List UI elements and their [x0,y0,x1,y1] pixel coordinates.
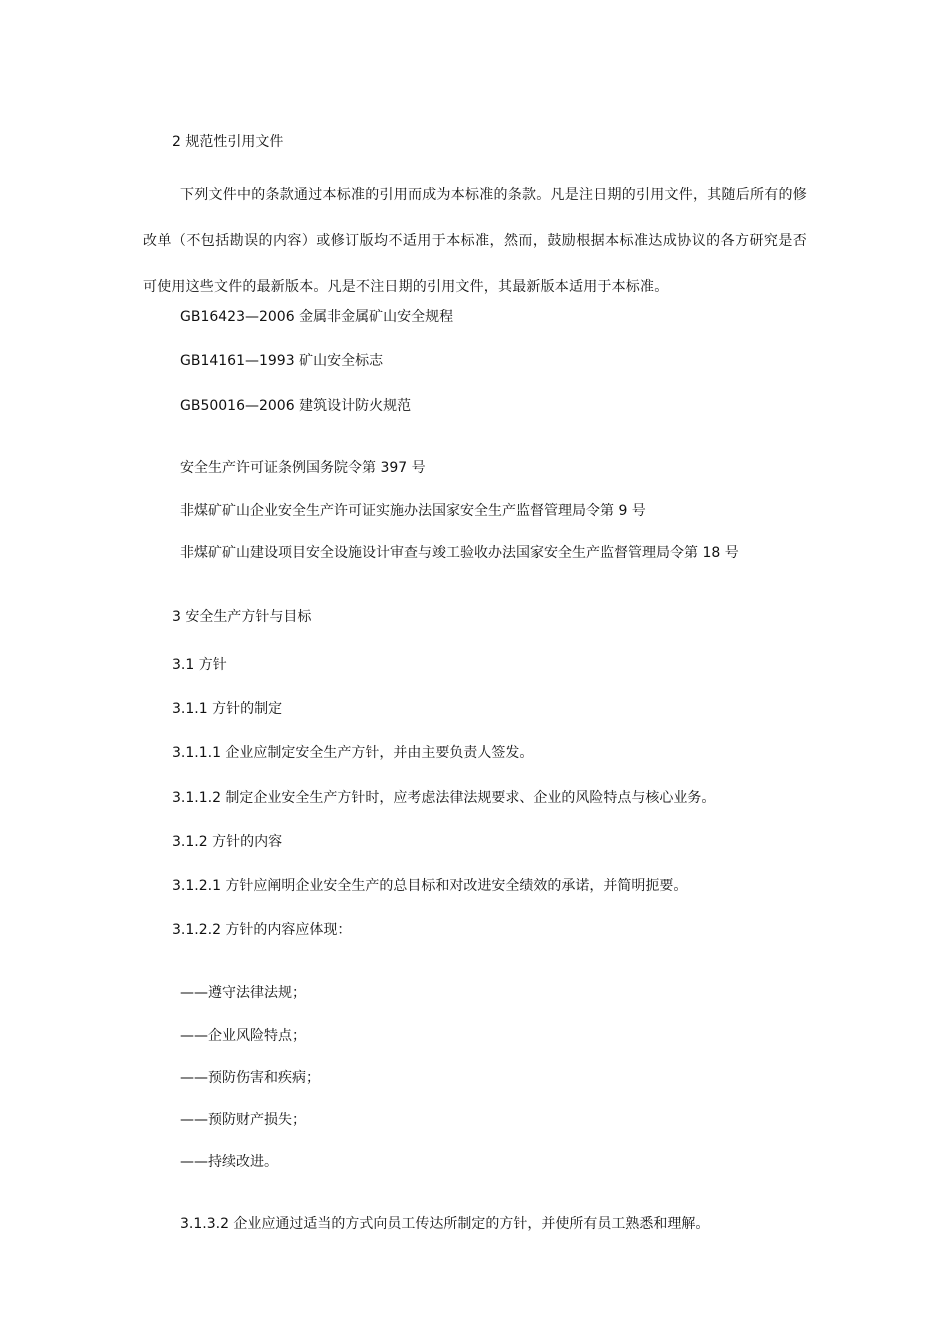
section-2-heading: 2 规范性引用文件 [172,134,284,150]
reference-gb14161: GB14161—1993 矿山安全标志 [180,353,384,369]
content-item-injury: ——预防伤害和疾病； [180,1070,320,1086]
section-3-1-1-2: 3.1.1.2 制定企业安全生产方针时，应考虑法律法规要求、企业的风险特点与核心业务。 [172,790,716,806]
content-item-law: ——遵守法律法规； [180,985,306,1001]
reference-gb50016: GB50016—2006 建筑设计防火规范 [180,398,412,414]
reference-order-9: 非煤矿矿山企业安全生产许可证实施办法国家安全生产监督管理局令第 9 号 [180,503,646,519]
section-3-1-1-heading: 3.1.1 方针的制定 [172,701,283,717]
section-3-1-2-2: 3.1.2.2 方针的内容应体现： [172,922,352,938]
reference-order-18: 非煤矿矿山建设项目安全设施设计审查与竣工验收办法国家安全生产监督管理局令第 18 号 [180,545,739,561]
section-3-1-1-1: 3.1.1.1 企业应制定安全生产方针，并由主要负责人签发。 [172,745,534,761]
content-item-property: ——预防财产损失； [180,1112,306,1128]
section-3-1-2-1: 3.1.2.1 方针应阐明企业安全生产的总目标和对改进安全绩效的承诺，并简明扼要。 [172,878,688,894]
section-3-heading: 3 安全生产方针与目标 [172,609,312,625]
reference-order-397: 安全生产许可证条例国务院令第 397 号 [180,460,426,476]
content-item-improvement: ——持续改进。 [180,1154,278,1170]
reference-gb16423: GB16423—2006 金属非金属矿山安全规程 [180,309,454,325]
section-3-1-heading: 3.1 方针 [172,657,227,673]
section-2-paragraph: 下列文件中的条款通过本标准的引用而成为本标准的条款。凡是注日期的引用文件，其随后所有的修改单（不包括勘误的内容）或修订版均不适用于本标准，然而，鼓励根据本标准达成协议的各方研究是否可使用这些文件的最新版本。凡是不注日期的引用文件，其最新版本适用于本标准。 [143,187,807,295]
section-3-1-2-heading: 3.1.2 方针的内容 [172,834,283,850]
content-item-risk: ——企业风险特点； [180,1028,306,1044]
section-3-1-3-2: 3.1.3.2 企业应通过适当的方式向员工传达所制定的方针，并使所有员工熟悉和理解。 [180,1216,710,1232]
